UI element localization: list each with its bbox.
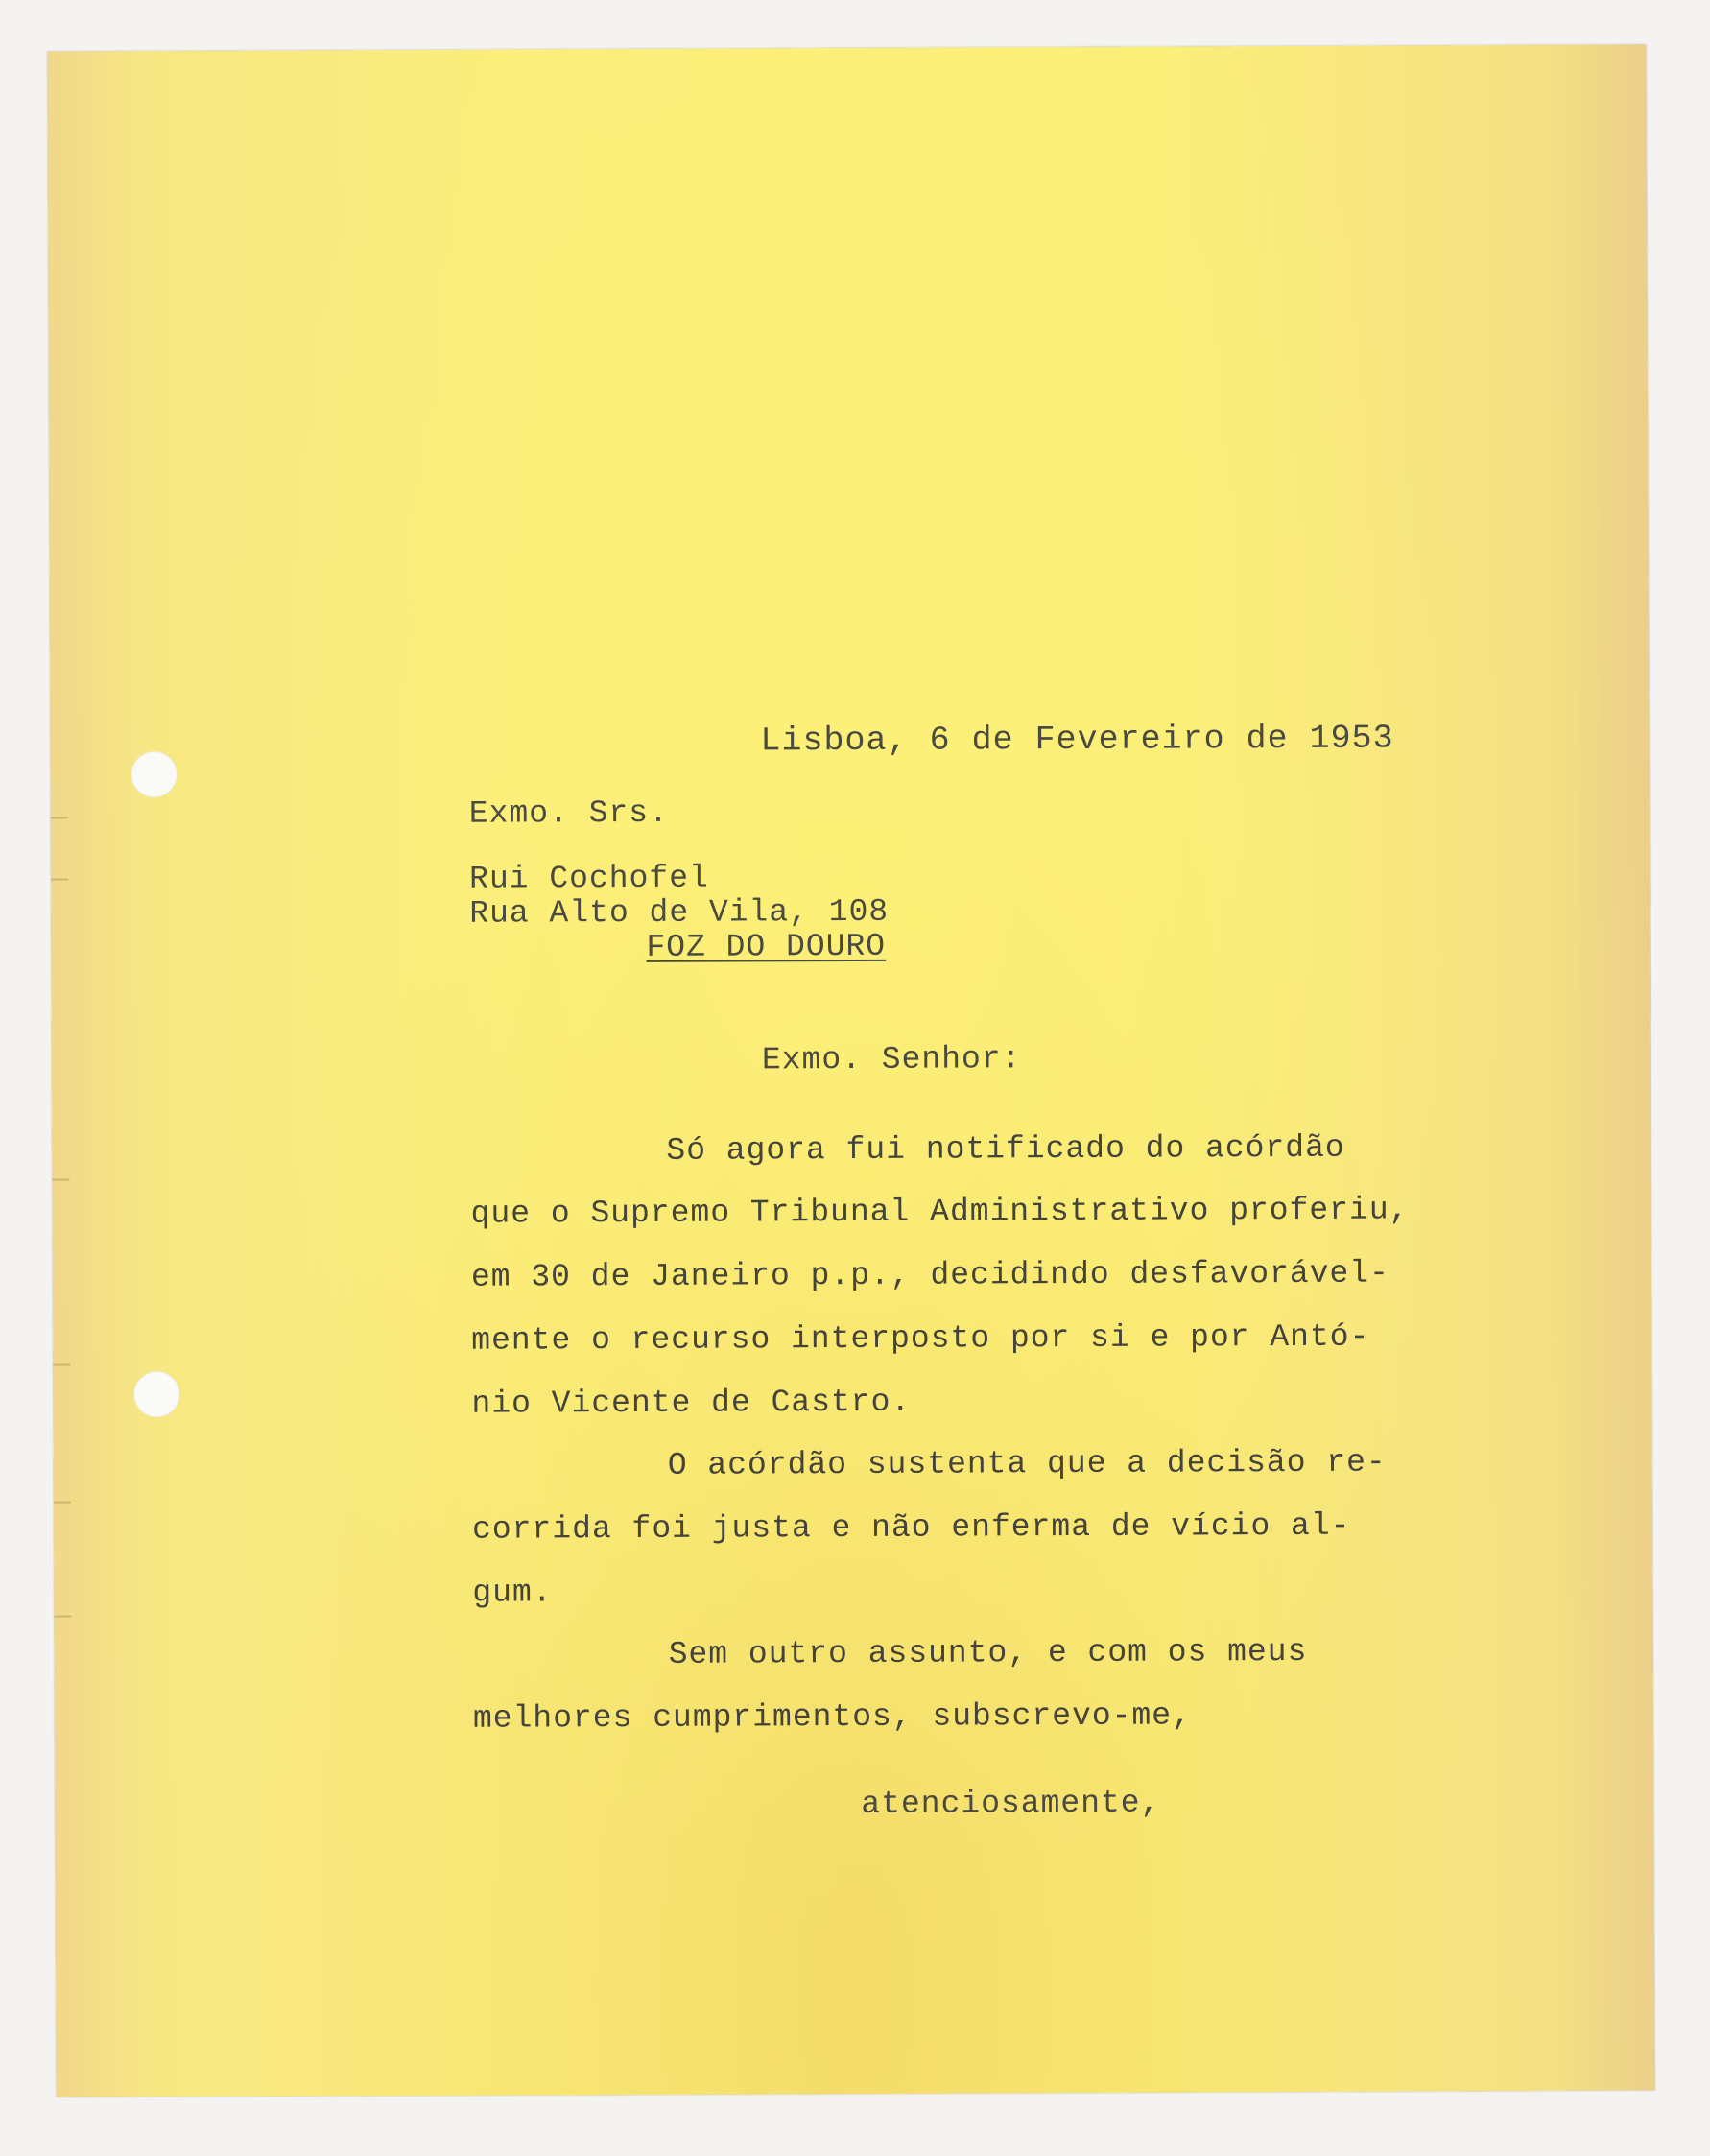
body-line: corrida foi justa e não enferma de vício al- [472,1507,1351,1548]
body-line: Só agora fui notificado do acórdão [666,1129,1345,1169]
addressee-salutation: Exmo. Srs. [468,794,669,832]
body-line: nio Vicente de Castro. [471,1384,912,1422]
paper-sheet [47,44,1654,2097]
body-line: em 30 de Janeiro p.p., decidindo desfavorável- [470,1255,1389,1295]
addressee-city: FOZ DO DOURO [646,928,887,965]
body-line: O acórdão sustenta que a decisão re- [667,1444,1387,1483]
letter-date: Lisboa, 6 de Fevereiro de 1953 [760,719,1394,761]
letter-greeting: Exmo. Senhor: [761,1041,1022,1078]
body-line: melhores cumprimentos, subscrevo-me, [472,1697,1192,1737]
body-line: gum. [472,1575,553,1611]
body-line: Sem outro assunto, e com os meus [668,1633,1308,1672]
letter-closing: atenciosamente, [861,1785,1161,1822]
body-line: mente o recurso interposto por si e por Antó- [471,1318,1370,1359]
body-line: que o Supremo Tribunal Administrativo proferiu, [470,1192,1410,1232]
punch-hole-top [131,751,178,797]
addressee-name: Rui Cochofel [469,860,709,897]
punch-hole-bottom [133,1371,179,1417]
addressee-street: Rua Alto de Vila, 108 [469,893,890,932]
page-edge-marks [47,44,1646,51]
